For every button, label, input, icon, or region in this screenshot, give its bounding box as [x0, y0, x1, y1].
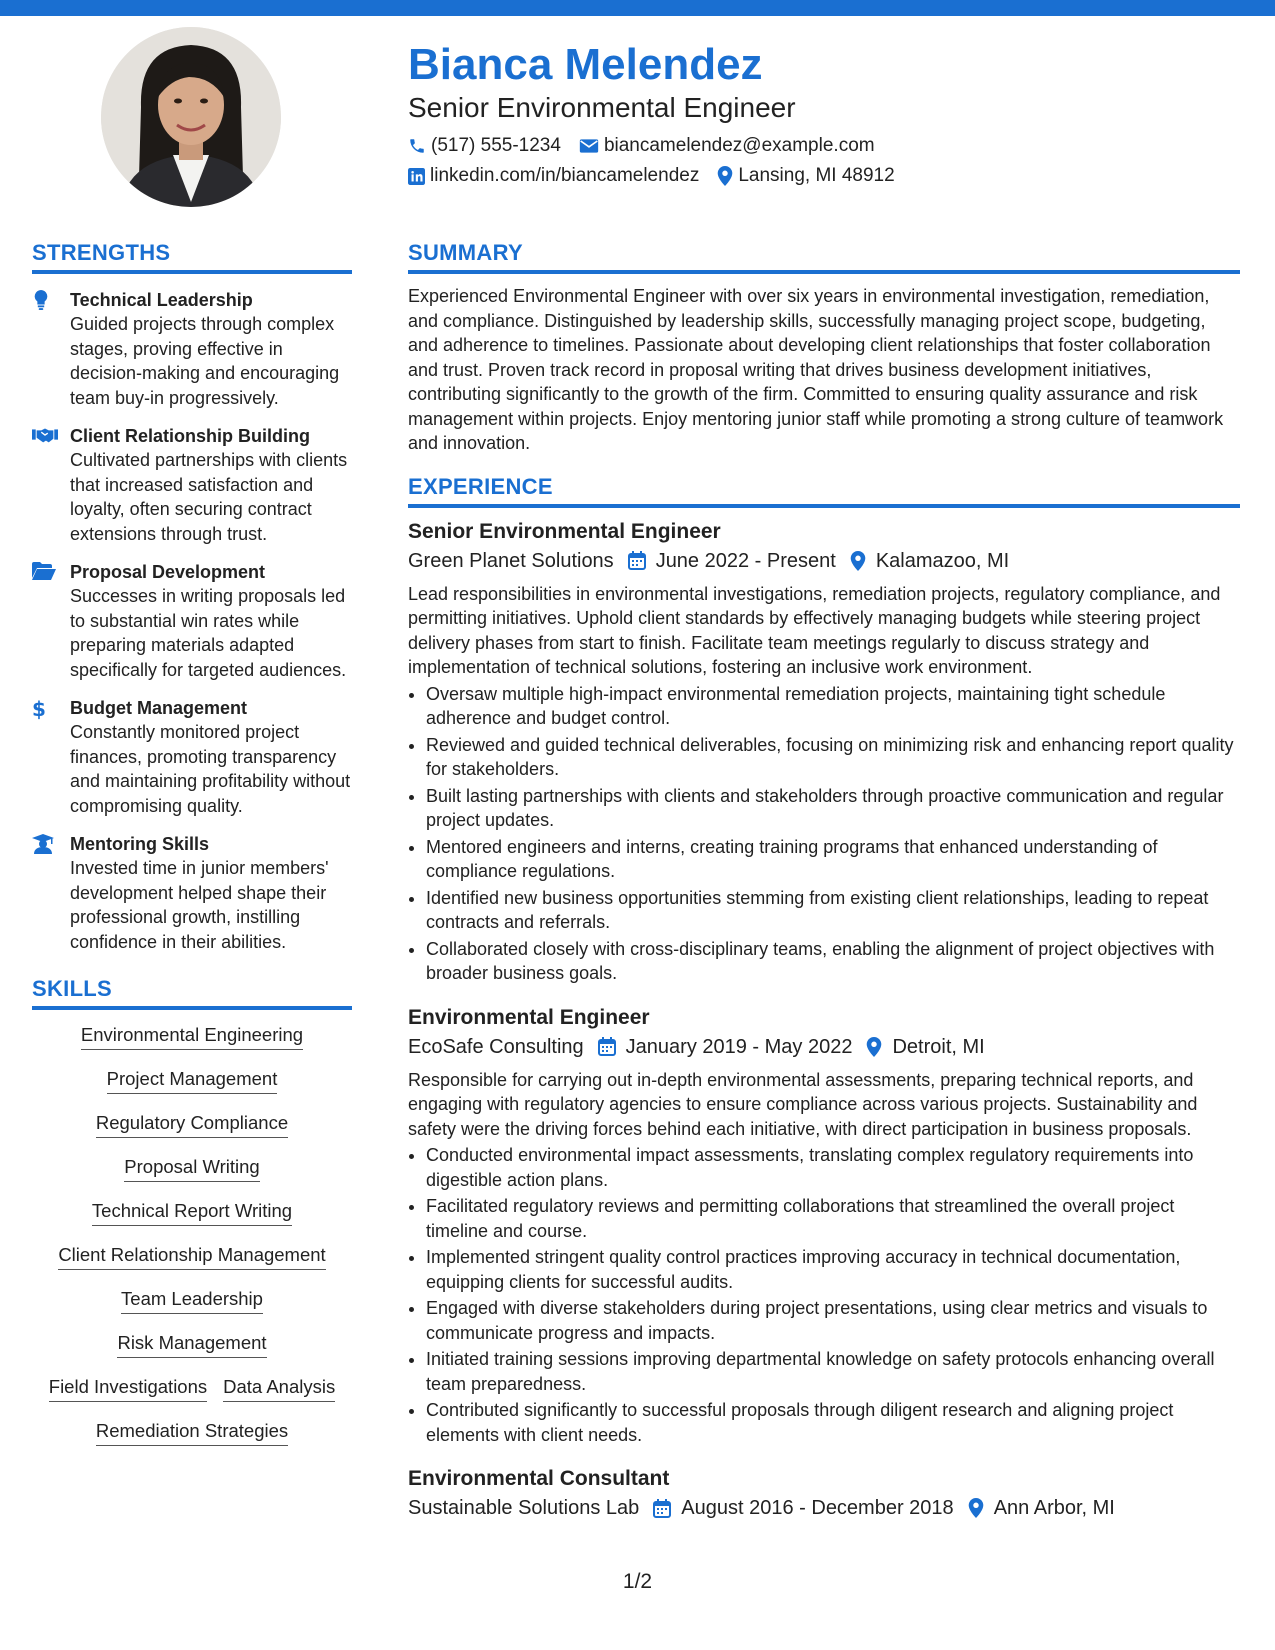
strength-desc: Cultivated partnerships with clients that increased satisfaction and loyalty, often securing contract extensions through trust.	[70, 450, 348, 544]
job-entry	[408, 1465, 1240, 1523]
page-number: 1/2	[622, 1570, 653, 1593]
job-description: Responsible for carrying out in-depth environmental assessments, preparing technical reports, and engaging with regulatory agencies to ensure compliance across various projects. Sustainability and safety were the driving forces behind each initiative, with direct participation in business proposals.	[408, 1069, 1198, 1139]
experience-heading: EXPERIENCE	[408, 474, 1240, 508]
job-bullet: • Collaborated closely with cross-disciplinary teams, enabling the alignment of project objectives with broader business goals.	[426, 937, 1240, 986]
skill-tag: Remediation Strategies	[96, 1420, 288, 1446]
skill-tag: Field Investigations	[49, 1376, 207, 1402]
job-entry	[408, 518, 1240, 986]
job-entry	[408, 1004, 1240, 1448]
map-pin-icon	[850, 551, 866, 571]
skill-tag: Environmental Engineering	[81, 1024, 303, 1050]
skill-tag: Proposal Writing	[124, 1156, 259, 1182]
linkedin-contact[interactable]	[408, 165, 699, 187]
job-bullet: • Oversaw multiple high-impact environmental remediation projects, maintaining tight schedule adherence and budget control.	[426, 682, 1240, 731]
skill-tag: Regulatory Compliance	[96, 1112, 288, 1138]
portrait-image	[101, 27, 281, 207]
skill-tag: Client Relationship Management	[58, 1244, 325, 1270]
job-meta	[408, 546, 1240, 576]
job-bullet: • Engaged with diverse stakeholders during project presentations, using clear metrics and visuals to communicate progress and impacts.	[426, 1296, 1240, 1345]
handshake-icon	[32, 426, 58, 444]
strength-title: Technical Leadership	[70, 290, 253, 310]
strength-item	[32, 560, 352, 682]
phone-contact[interactable]	[408, 135, 561, 157]
strength-title: Budget Management	[70, 698, 248, 718]
phone-text: (517) 555-1234	[431, 135, 561, 157]
job-company: Sustainable Solutions Lab	[408, 1497, 640, 1519]
strength-desc: Invested time in junior members' development helped shape their professional growth, instilling confidence in their abilities.	[70, 858, 329, 952]
job-bullet: • Reviewed and guided technical deliverables, focusing on minimizing risk and enhancing report quality for stakeholders.	[426, 733, 1240, 782]
summary-heading: SUMMARY	[408, 240, 1240, 274]
svg-text:$: $	[32, 698, 46, 720]
job-location: Kalamazoo, MI	[875, 549, 1010, 572]
job-bullet: • Mentored engineers and interns, creating training programs that enhanced understanding of compliance regulations.	[426, 835, 1240, 884]
map-pin-icon	[866, 1037, 882, 1057]
skill-tag: Data Analysis	[223, 1376, 335, 1402]
profile-photo	[101, 27, 281, 207]
right-column	[408, 240, 1240, 1541]
linkedin-text: linkedin.com/in/biancamelendez	[430, 165, 700, 187]
job-description: Lead responsibilities in environmental investigations, remediation projects, regulatory compliance, and permitting initiatives. Uphold client standards by effectively managing budgets while steering project delivery phases from start to finish. Facilitate team meetings regularly to discuss strategy and implementation of technical solutions, fostering an inclusive work environment.	[408, 583, 1221, 677]
top-accent-bar	[0, 0, 1275, 16]
skill-tag: Team Leadership	[121, 1288, 263, 1314]
strength-title: Proposal Development	[70, 562, 266, 582]
strengths-heading: STRENGTHS	[32, 240, 352, 274]
skill-tag: Project Management	[107, 1068, 278, 1094]
strength-title: Mentoring Skills	[70, 834, 210, 854]
strength-desc: Successes in writing proposals led to substantial win rates while preparing materials adapted specifically for targeted audiences.	[70, 586, 347, 680]
strength-item	[32, 288, 352, 410]
strength-item	[32, 696, 352, 818]
job-title: Environmental Consultant	[408, 1467, 670, 1490]
job-bullet: • Conducted environmental impact assessments, translating complex regulatory requirements into digestible action plans.	[426, 1143, 1240, 1192]
dollar-icon	[32, 698, 46, 720]
skills-list	[32, 1020, 352, 1464]
job-meta	[408, 1032, 1240, 1062]
job-title: Environmental Engineer	[408, 1005, 650, 1029]
job-bullet: • Identified new business opportunities stemming from existing client relationships, leading to repeat contracts and referrals.	[426, 886, 1240, 935]
linkedin-icon	[408, 168, 425, 185]
job-company: Green Planet Solutions	[408, 549, 614, 572]
job-dates: January 2019 - May 2022	[625, 1035, 853, 1058]
location-text: Lansing, MI 48912	[738, 165, 895, 187]
job-bullet: • Initiated training sessions improving departmental knowledge on safety protocols enhancing overall team preparedness.	[426, 1347, 1240, 1396]
lightbulb-icon	[32, 290, 50, 310]
job-dates: June 2022 - Present	[655, 549, 836, 572]
strengths-list	[32, 284, 352, 954]
skill-tag: Risk Management	[117, 1332, 266, 1358]
job-dates: August 2016 - December 2018	[681, 1497, 954, 1519]
location-contact	[717, 165, 894, 187]
phone-icon	[408, 137, 426, 155]
skill-tag: Technical Report Writing	[92, 1200, 292, 1226]
contact-row-2	[408, 164, 1228, 188]
email-contact[interactable]	[579, 135, 875, 157]
strength-title: Client Relationship Building	[70, 426, 310, 446]
job-bullet: • Built lasting partnerships with clients and stakeholders through proactive communication and regular project updates.	[426, 784, 1240, 833]
job-location: Detroit, MI	[892, 1035, 985, 1058]
job-bullet: • Implemented stringent quality control practices improving accuracy in technical documentation, equipping clients for successful audits.	[426, 1245, 1240, 1294]
job-bullet: • Facilitated regulatory reviews and permitting collaborations that streamlined the overall project timeline and course.	[426, 1194, 1240, 1243]
job-title: Senior Environmental Engineer	[408, 519, 721, 543]
job-location: Ann Arbor, MI	[993, 1497, 1115, 1519]
envelope-icon	[579, 138, 599, 154]
job-company: EcoSafe Consulting	[408, 1035, 584, 1058]
email-text: biancamelendez@example.com	[603, 135, 875, 157]
contact-row-1	[408, 134, 1228, 158]
candidate-name: Bianca Melendez	[408, 40, 763, 89]
map-pin-icon	[717, 166, 733, 186]
job-bullets	[408, 1143, 1240, 1447]
candidate-title: Senior Environmental Engineer	[408, 91, 796, 123]
map-pin-icon	[968, 1498, 984, 1518]
left-column	[32, 240, 352, 1464]
job-meta	[408, 1493, 1240, 1523]
resume-header	[408, 40, 1228, 188]
strength-desc: Constantly monitored project finances, promoting transparency and maintaining profitability without compromising quality.	[70, 722, 351, 816]
graduate-icon	[32, 834, 54, 854]
strength-item	[32, 832, 352, 954]
calendar-icon	[598, 1037, 616, 1056]
strength-desc: Guided projects through complex stages, proving effective in decision-making and encouraging team buy-in progressively.	[70, 314, 340, 408]
skills-heading: SKILLS	[32, 976, 352, 1010]
job-bullet: • Contributed significantly to successful proposals through diligent research and aligning project elements with client needs.	[426, 1398, 1240, 1447]
calendar-icon	[653, 1499, 671, 1518]
calendar-icon	[628, 551, 646, 570]
strength-item	[32, 424, 352, 546]
folder-open-icon	[32, 562, 56, 580]
summary-text: Experienced Environmental Engineer with over six years in environmental investigation, remediation, and compliance. Distinguished by leadership skills, successfully managing project scope, budgeting, and adherence to timelines. Passionate about developing client relationships that foster collaboration and trust. Proven track record in proposal writing that drives business development initiatives, contributing significantly to the growth of the firm. Committed to ensuring quality assurance and risk management within projects. Enjoy mentoring junior staff while promoting a strong culture of teamwork and innovation.	[408, 286, 1224, 453]
job-bullets	[408, 682, 1240, 986]
